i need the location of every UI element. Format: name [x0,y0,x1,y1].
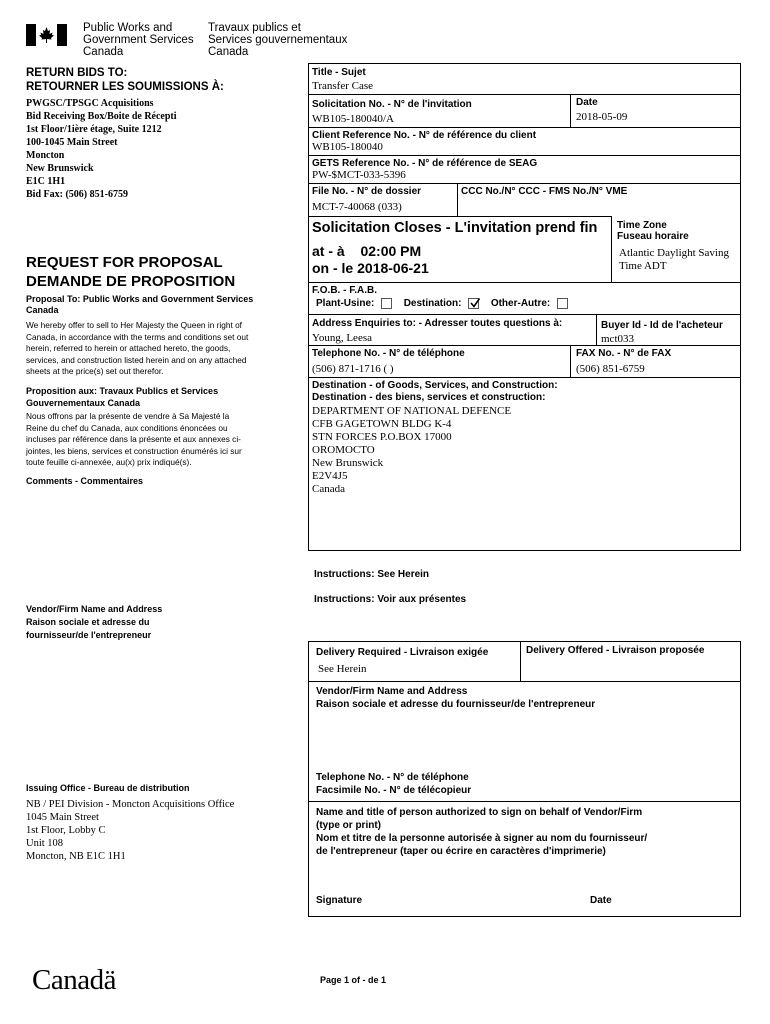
address-line: Moncton [26,150,65,161]
plant-label: Plant-Usine: [316,298,375,310]
other-checkbox[interactable] [557,298,568,309]
fax-label: FAX No. - N° de FAX [576,348,672,359]
comments-label: Comments - Commentaires [26,476,144,486]
vendor-contact-field[interactable] [316,771,471,797]
date-label: Date [576,97,598,108]
address-line: New Brunswick [26,163,94,174]
rfp-heading [26,253,235,291]
canada-flag-logo [26,24,67,46]
telephone-label: Telephone No. - N° de téléphone [312,348,465,359]
tz-value-line: Time ADT [619,260,667,272]
dept-en-line: Government Services [83,34,194,46]
rfp-title-en: REQUEST FOR PROPOSAL [26,254,223,271]
solicitation-no-value: WB105-180040/A [312,113,394,125]
signature-date-field[interactable]: Date [590,895,612,906]
address-line: Bid Receiving Box/Boite de Récepti [26,111,177,122]
client-reference-value: WB105-180040 [312,141,383,153]
instructions-en: Instructions: See Herein [314,569,430,580]
destination-label: Destination: [403,298,462,310]
signature-field[interactable]: Signature [316,895,363,906]
vendor-facsimile-label: Facsimile No. - N° de télécopieur [316,785,472,796]
vendor-firm-label-en: Vendor/Firm Name and Address [316,686,468,697]
gets-reference-label: GETS Reference No. - N° de référence de SEAG [312,158,538,169]
tz-label-en: Time Zone [617,220,667,231]
office-line: NB / PEI Division - Moncton Acquisitions Office [26,799,235,810]
buyer-id-label: Buyer Id - Id de l'acheteur [601,320,723,331]
destination-address [312,405,511,496]
other-label: Other-Autre: [490,298,551,310]
destination-line: Canada [312,483,345,495]
office-line: Unit 108 [26,838,64,849]
fax-value: (506) 851-6759 [576,363,645,375]
solicitation-closes-label: Solicitation Closes - L'invitation prend fin [312,220,598,236]
destination-checkbox[interactable] [468,298,479,309]
ccc-no-label: CCC No./N° CCC - FMS No./N° VME [461,186,628,197]
gets-reference-value: PW-$MCT-033-5396 [312,169,406,181]
vendor-label-line: Vendor/Firm Name and Address [26,604,163,614]
dept-fr-line: Canada [208,46,249,58]
department-name-fr [208,22,347,58]
destination-line: CFB GAGETOWN BLDG K-4 [312,418,452,430]
proposal-to-en: Proposal To: Public Works and Government Services Canada [26,294,254,315]
vendor-name-address-label [26,603,162,642]
on-label: on - le [312,260,354,276]
file-no-value: MCT-7-40068 (033) [312,201,402,213]
auth-label-line: (type or print) [316,820,381,831]
flag-icon [26,24,67,46]
destination-label-en: Destination - of Goods, Services, and Construction: [312,380,558,391]
time-zone-label [617,220,689,242]
address-line: 1st Floor/1ière étage, Suite 1212 [26,124,162,135]
tz-value-line: Atlantic Daylight Saving [619,247,729,259]
auth-label-line: Nom et titre de la personne autorisée à signer au nom du fournisseur/ [316,833,648,844]
file-no-label: File No. - N° de dossier [312,186,422,197]
dept-en-line: Canada [83,46,124,58]
title-label: Title - Sujet [312,67,366,78]
office-line: Moncton, NB E1C 1H1 [26,851,126,862]
vendor-label-line: fournisseur/de l'entrepreneur [26,630,152,640]
dept-en-line: Public Works and [83,22,173,34]
address-line: E1C 1H1 [26,176,66,187]
solicitation-no-label: Solicitation No. - N° de l'invitation [312,99,472,110]
dept-fr-line: Travaux publics et [208,22,301,34]
office-line: 1045 Main Street [26,812,99,823]
return-bids-title-fr: RETOURNER LES SOUMISSIONS À: [26,81,224,93]
plant-checkbox[interactable] [381,298,392,309]
at-label: at - à [312,243,345,259]
closing-date-row [312,260,429,276]
department-name-en [83,22,194,58]
destination-line: E2V4J5 [312,470,348,482]
issuing-office-label: Issuing Office - Bureau de distribution [26,783,190,793]
destination-label-fr: Destination - des biens, services et construction: [312,392,546,403]
address-line: 100-1045 Main Street [26,137,118,148]
delivery-required-label: Delivery Required - Livraison exigée [316,647,489,658]
instructions-fr: Instructions: Voir aux présentes [314,594,467,605]
delivery-required-value: See Herein [318,663,367,675]
time-zone-value [619,247,729,273]
date-value: 2018-05-09 [576,111,628,123]
telephone-value: (506) 871-1716 ( ) [312,363,394,375]
dept-fr-line: Services gouvernementaux [208,34,348,46]
title-value: Transfer Case [312,80,373,92]
enquiries-label: Address Enquiries to: - Adresser toutes questions à: [312,318,563,329]
client-reference-label: Client Reference No. - N° de référence du client [312,130,537,141]
enquiries-value: Young, Leesa [312,332,372,344]
destination-line: OROMOCTO [312,444,375,456]
fob-options [316,298,568,309]
offer-text-fr: Nous offrons par la présente de vendre à Sa Majesté la Reine du chef du Canada, aux conditions énoncées ou incluses par référence dans la présente et aux annexes ci-jointes, les biens, services et construction énumérés ici sur toute feuille ci-annexée, au(x) prix indiqué(s). [26,411,242,467]
destination-line: STN FORCES P.O.BOX 17000 [312,431,452,443]
return-bids-address [26,97,177,201]
office-line: 1st Floor, Lobby C [26,825,106,836]
closing-time-value: 02:00 PM [360,243,422,259]
vendor-firm-field[interactable] [316,685,595,711]
return-bids-heading [26,66,224,94]
page-number: Page 1 of - de 1 [320,975,387,985]
vendor-firm-label-fr: Raison sociale et adresse du fournisseur/de l'entrepreneur [316,699,596,710]
delivery-offered-label[interactable]: Delivery Offered - Livraison proposée [526,645,705,656]
authorized-person-field[interactable] [316,806,647,858]
rfp-title-fr: DEMANDE DE PROPOSITION [26,273,236,290]
canada-wordmark: Canadä [32,964,116,996]
destination-line: DEPARTMENT OF NATIONAL DEFENCE [312,405,512,417]
address-line: Bid Fax: (506) 851-6759 [26,189,128,200]
vendor-telephone-label: Telephone No. - N° de téléphone [316,772,469,783]
destination-line: New Brunswick [312,457,384,469]
checkmark-icon [469,297,481,309]
auth-label-line: Name and title of person authorized to sign on behalf of Vendor/Firm [316,807,643,818]
return-bids-title-en: RETURN BIDS TO: [26,67,128,79]
closing-date-value: 2018-06-21 [357,260,429,276]
fob-label: F.O.B. - F.A.B. [312,285,377,296]
closing-time-row [312,243,421,259]
buyer-id-value: mct033 [601,333,634,345]
destination-heading [312,380,558,404]
tz-label-fr: Fuseau horaire [617,231,689,242]
issuing-office-address [26,798,234,863]
auth-label-line: de l'entrepreneur (taper ou écrire en caractères d'imprimerie) [316,846,606,857]
proposal-to-fr: Proposition aux: Travaux Publics et Services Gouvernementaux Canada [26,386,219,408]
address-line: PWGSC/TPSGC Acquisitions [26,98,154,109]
offer-text-en: We hereby offer to sell to Her Majesty the Queen in right of Canada, in accordance with the terms and conditions set out herein, referred to herein or attached hereto, the goods, services, and construction listed herein and on any attached sheets at the price(s) set out therefor. [26,320,249,376]
vendor-label-line: Raison sociale et adresse du [26,617,150,627]
